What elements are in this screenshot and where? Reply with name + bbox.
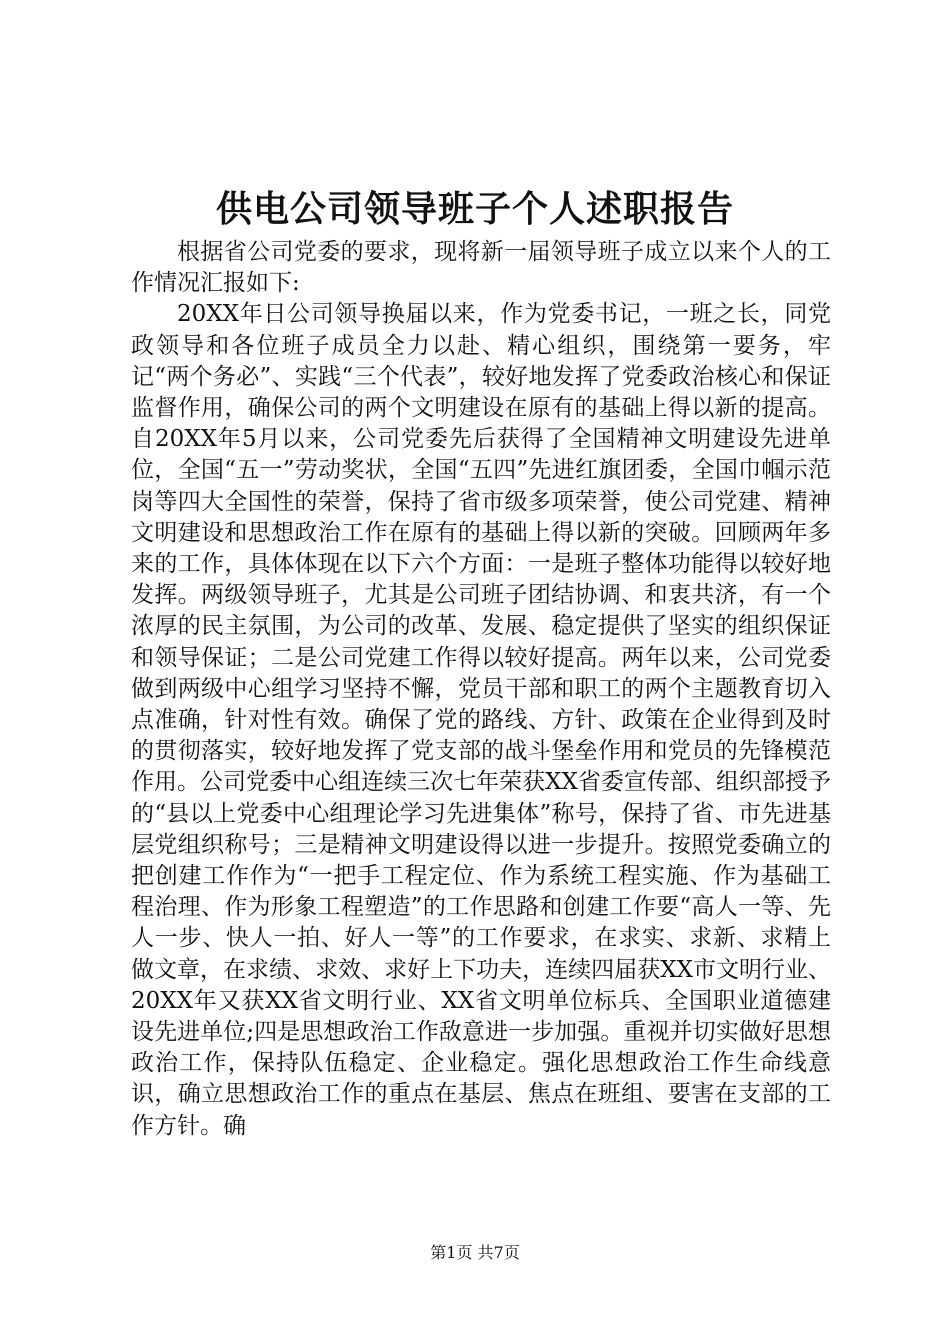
document-title: 供电公司领导班子个人述职报告 <box>215 188 734 230</box>
paragraph-main: 20XX年日公司领导换届以来，作为党委书记，一班之长，同党政领导和各位班子成员全力以赴、精心组织，围绕第一要务，牢记“两个务必”、实践“三个代表”，较好地发挥了党委政治核心和保证监督作用，确保公司的两个文明建设在原有的基础上得以新的提高。自20XX年5月以来，公司党委先后获得了全国精神文明建设先进单位，全国“五一”劳动奖状，全国“五四”先进红旗团委，全国巾帼示范岗等四大全国性的荣誉，保持了省市级多项荣誉，使公司党建、精神文明建设和思想政治工作在原有的基础上得以新的突破。回顾两年多来的工作，具体体现在以下六个方面：一是班子整体功能得以较好地发挥。两级领导班子，尤其是公司班子团结协调、和衷共济，有一个浓厚的民主氛围，为公司的改革、发展、稳定提供了坚实的组织保证和领导保证；二是公司党建工作得以较好提高。两年以来，公司党委做到两级中心组学习坚持不懈，党员干部和职工的两个主题教育切入点准确，针对性有效。确保了党的路线、方针、政策在企业得到及时的贯彻落实，较好地发挥了党支部的战斗堡垒作用和党员的先锋模范作用。公司党委中心组连续三次七年荣获XX省委宣传部、组织部授予的“县以上党委中心组理论学习先进集体”称号，保持了省、市先进基层党组织称号；三是精神文明建设得以进一步提升。按照党委确立的把创建工作作为“一把手工程定位、作为系统工程实施、作为基础工程治理、作为形象工程塑造”的工作思路和创建工作要“高人一等、先人一步、快人一拍、好人一等”的工作要求，在求实、求新、求精上做文章，在求绩、求效、求好上下功夫，连续四届获XX市文明行业、20XX年又获XX省文明行业、XX省文明单位标兵、全国职业道德建设先进单位;四是思想政治工作敌意进一步加强。重视并切实做好思想政治工作，保持队伍稳定、企业稳定。强化思想政治工作生命线意识，确立思想政治工作的重点在基层、焦点在班组、要害在支部的工作方针。确 <box>131 301 831 1139</box>
document-body <box>131 237 831 1142</box>
page-number-footer: 第1页 共7页 <box>430 1243 520 1262</box>
paragraph-intro: 根据省公司党委的要求，现将新一届领导班子成立以来个人的工作情况汇报如下: <box>131 239 831 297</box>
